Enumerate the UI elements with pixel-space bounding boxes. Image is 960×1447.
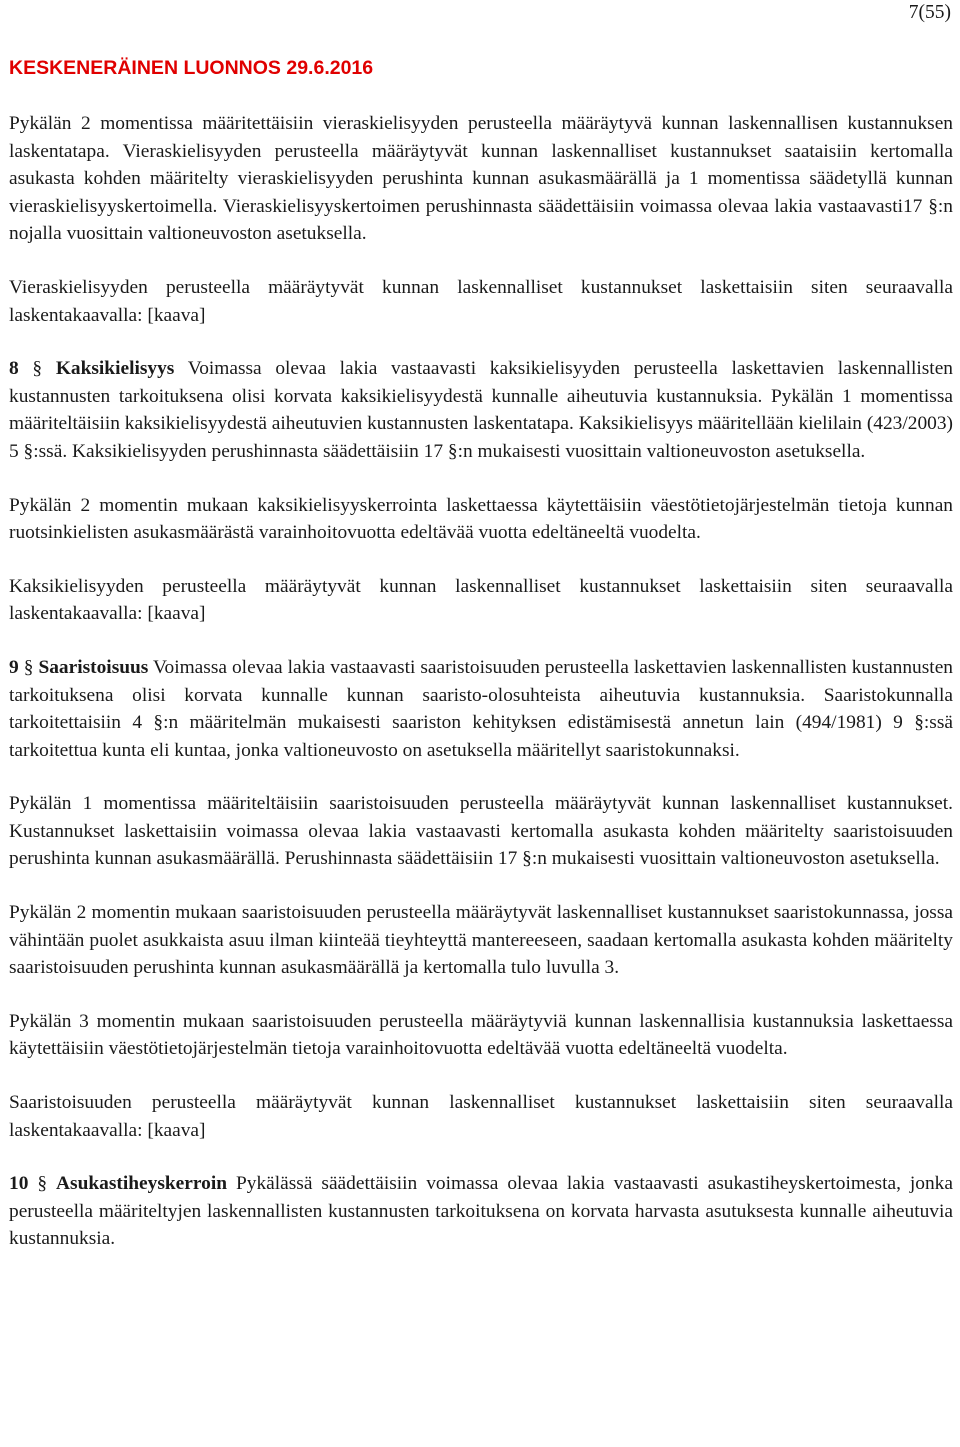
paragraph — [9, 899, 953, 982]
paragraph-text: Pykälän 3 momentin mukaan saaristoisuuden perusteella määräytyviä kunnan laskennallisia kustannuksia laskettaessa käytettäisiin väestötietojärjestelmän tietoja varainhoitovuotta edeltävää vuotta edeltäneeltä vuodelta. — [9, 1010, 953, 1060]
section-paragraph — [9, 654, 953, 764]
section-symbol: § — [32, 358, 43, 380]
paragraph — [9, 790, 953, 873]
paragraph — [9, 274, 953, 329]
paragraph — [9, 492, 953, 547]
section-paragraph — [9, 355, 953, 465]
paragraph-text: Vieraskielisyyden perusteella määräytyvät kunnan laskennalliset kustannukset laskettaisiin siten seuraavalla laskentakaavalla: [kaava] — [9, 276, 953, 326]
section-symbol: § — [37, 1173, 48, 1195]
section-title: Saaristoisuus — [38, 656, 149, 678]
paragraph — [9, 1089, 953, 1144]
section-title: Asukastiheyskerroin — [56, 1173, 227, 1195]
paragraph-text: Voimassa olevaa lakia vastaavasti saaristoisuuden perusteella laskettavien laskennallisten kustannusten tarkoituksena olisi korvata kunnalle kunnan saaristo-olosuhteista aiheutuvia kustannuksia. Saaristokunnalla tarkoitettaisiin 4 §:n määritelmän mukaisesti saariston kehityksen edistämisestä annetun lain (494/1981) 9 §:ssä tarkoitettua kunta eli kuntaa, jonka valtioneuvosto on asetuksella määritellyt saaristokunnaksi. — [9, 656, 953, 761]
draft-header: KESKENERÄINEN LUONNOS 29.6.2016 — [9, 57, 374, 79]
paragraph-text: Pykälän 2 momentin mukaan saaristoisuuden perusteella määräytyvät laskennalliset kustannukset saaristokunnassa, jossa vähintään puolet asukkaista asuu ilman kiinteää tieyhteyttä mantereeseen, saadaan kertomalla asukasta kohden määritelty saaristoisuuden perushinta kunnan asukasmäärällä ja kertomalla tulo luvulla 3. — [9, 902, 953, 979]
section-title: Kaksikielisyys — [55, 358, 175, 380]
paragraph-text: Pykälän 2 momentissa määritettäisiin vieraskielisyyden perusteella määräytyvä kunnan laskennallisen kustannuksen laskentatapa. Vieraskielisyyden perusteella määräytyvät kunnan laskennalliset kustannukset saataisiin kertomalla asukasta kohden määritelty vieraskielisyyden perushinta kunnan asukasmäärällä ja 1 momentissa säädetyllä kunnan vieraskielisyyskertoimella. Vieraskielisyyskertoimen perushinnasta säädettäisiin voimassa olevaa lakia vastaavasti17 §:n nojalla vuosittain valtioneuvoston asetuksella. — [9, 113, 953, 245]
paragraph-text: Pykälässä säädettäisiin voimassa olevaa lakia vastaavasti asukastiheyskertoimesta, jonka perusteella määriteltyjen laskennallisten kustannusten tarkoituksena on korvata harvasta asutuksesta kunnalle aiheutuvia kustannuksia. — [9, 1173, 953, 1250]
section-symbol: § — [23, 656, 34, 678]
paragraph — [9, 573, 953, 628]
document-body — [9, 110, 953, 1253]
paragraph-text: Saaristoisuuden perusteella määräytyvät kunnan laskennalliset kustannukset laskettaisiin siten seuraavalla laskentakaavalla: [kaava] — [9, 1092, 953, 1141]
section-number: 8 — [9, 358, 19, 380]
paragraph-text: Voimassa olevaa lakia vastaavasti kaksikielisyyden perusteella laskettavien laskennallisten kustannusten tarkoituksena olisi korvata kaksikielisyydestä kunnalle aiheutuvia kustannuksia. Pykälän 1 momentissa määriteltäisiin kaksikielisyydestä aiheutuvien kustannusten laskentatapa. Kaksikielisyys määritellään kielilain (423/2003) 5 §:ssä. Kaksikielisyyden perushinnasta säädettäisiin 17 §:n mukaisesti vuosittain valtioneuvoston asetuksella. — [9, 358, 953, 462]
paragraph-text: Pykälän 1 momentissa määriteltäisiin saaristoisuuden perusteella määräytyvät kunnan laskennalliset kustannukset. Kustannukset laskettaisiin voimassa olevaa lakia vastaavasti kertomalla asukasta kohden määritelty saaristoisuuden perushinta kunnan asukasmäärällä. Perushinnasta säädettäisiin 17 §:n mukaisesti vuosittain valtioneuvoston asetuksella. — [9, 793, 953, 870]
paragraph — [9, 110, 953, 248]
section-number: 9 — [9, 656, 19, 678]
section-paragraph — [9, 1170, 953, 1253]
page-number: 7(55) — [908, 2, 951, 23]
section-number: 10 — [9, 1173, 29, 1195]
paragraph — [9, 1008, 953, 1063]
paragraph-text: Kaksikielisyyden perusteella määräytyvät kunnan laskennalliset kustannukset laskettaisiin siten seuraavalla laskentakaavalla: [kaava] — [9, 575, 953, 625]
paragraph-text: Pykälän 2 momentin mukaan kaksikielisyyskerrointa laskettaessa käytettäisiin väestötietojärjestelmän tietoja kunnan ruotsinkielisten asukasmäärästä varainhoitovuotta edeltävää vuotta edeltäneeltä vuodelta. — [9, 494, 953, 544]
